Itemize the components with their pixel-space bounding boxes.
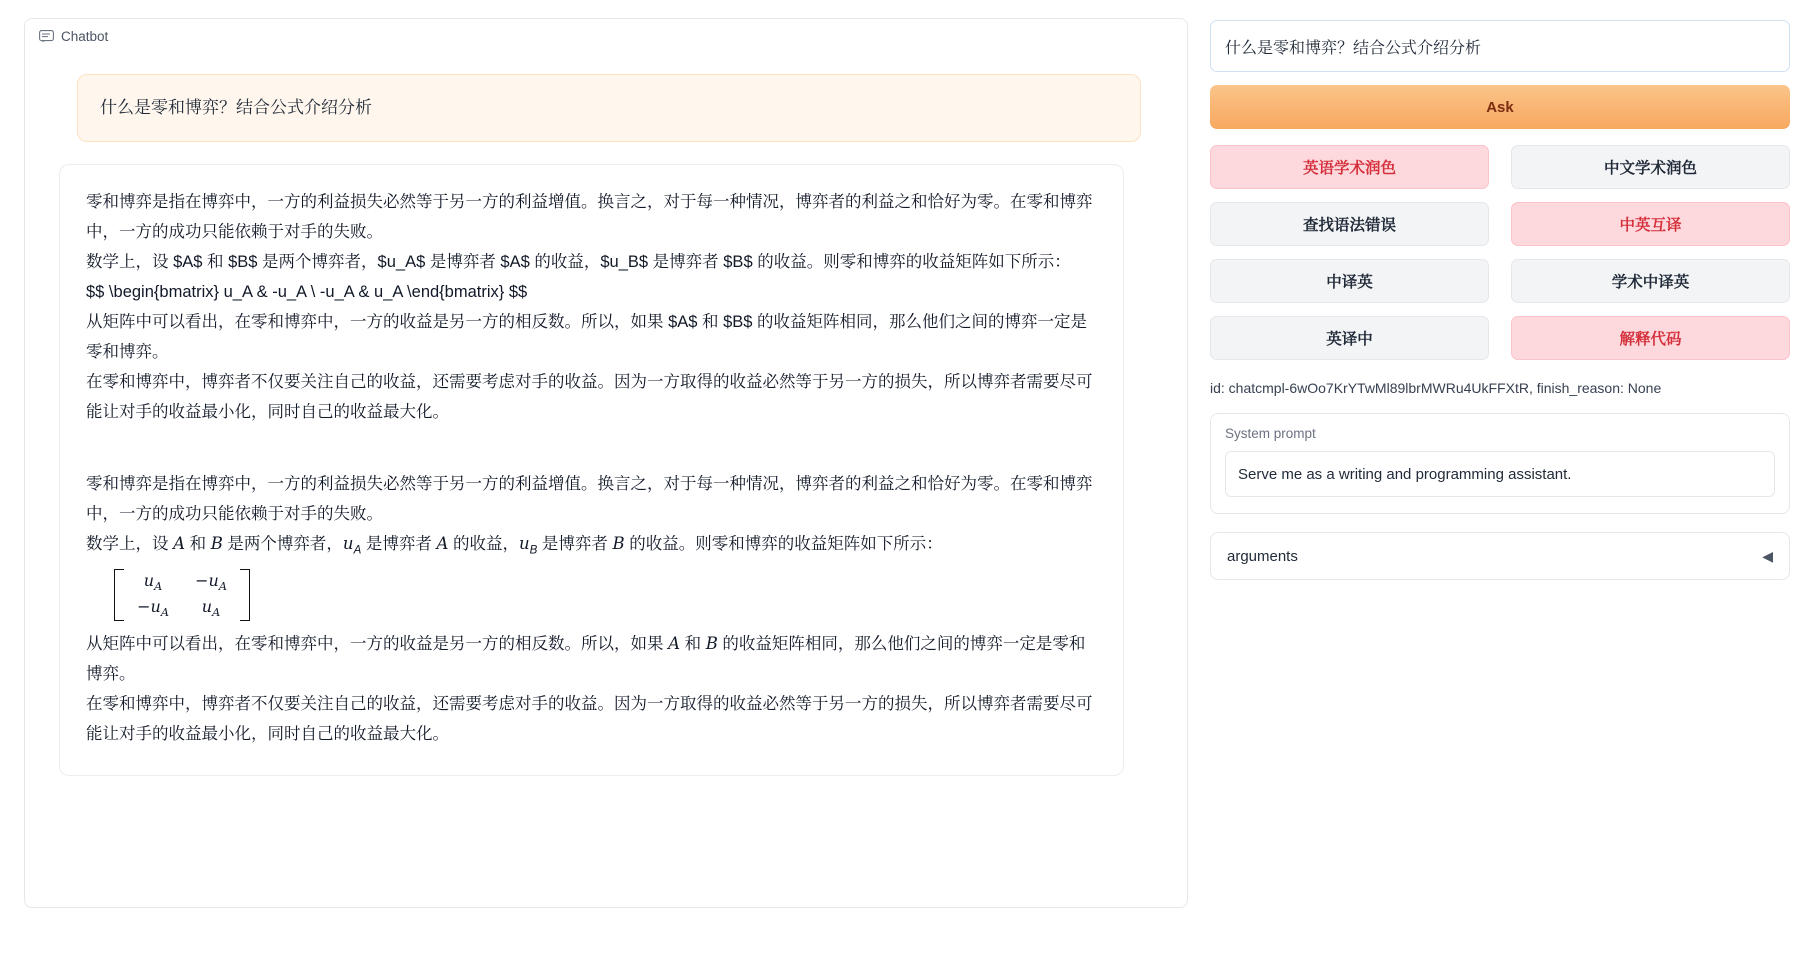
quick-action-en-to-cn[interactable]: 英译中 bbox=[1210, 316, 1489, 360]
system-prompt-input[interactable] bbox=[1225, 451, 1775, 497]
matrix-cell-r2c1: $-u_A$ bbox=[137, 597, 169, 620]
rendered-payoff-matrix bbox=[114, 567, 1097, 623]
matrix-body bbox=[114, 569, 250, 621]
chevron-left-icon[interactable]: ◀ bbox=[1762, 547, 1773, 564]
chat-bubble-icon bbox=[39, 30, 54, 43]
matrix-left-bracket bbox=[114, 569, 124, 621]
rendered-text-g: 的收益。则零和博弈的收益矩阵如下所示： bbox=[624, 534, 943, 553]
rendered-text-j: 的收益矩阵相同，那么他们之间的博弈一定是零和博弈。 bbox=[86, 634, 1086, 683]
chat-message-list bbox=[25, 48, 1187, 800]
chatbot-label-text: Chatbot bbox=[61, 29, 109, 44]
quick-action-cn-en-translate[interactable]: 中英互译 bbox=[1511, 202, 1790, 246]
ask-button[interactable]: Ask bbox=[1210, 85, 1790, 129]
rendered-text-f: 是博弈者 bbox=[537, 534, 613, 553]
bot-message-bubble bbox=[59, 164, 1124, 777]
user-message-text: 什么是零和博弈？结合公式介绍分析 bbox=[100, 98, 372, 117]
control-panel bbox=[1210, 18, 1790, 580]
rendered-text-d: 是博弈者 bbox=[361, 534, 437, 553]
bot-message-divider-space bbox=[86, 427, 1097, 469]
system-prompt-card bbox=[1210, 413, 1790, 514]
math-var-B-2: B bbox=[612, 533, 625, 553]
matrix-cell-r1c2: $-u_A$ bbox=[195, 571, 227, 594]
system-prompt-label: System prompt bbox=[1224, 426, 1316, 441]
rendered-text-c: 是两个博弈者， bbox=[222, 534, 343, 553]
math-var-A-2: A bbox=[436, 533, 449, 553]
user-message-bubble bbox=[77, 74, 1141, 142]
prompt-input-wrap bbox=[1210, 20, 1790, 72]
bot-raw-latex-matrix: $$ \begin{bmatrix} u_A & -u_A \ -u_A & u_A \end{bmatrix} $$ bbox=[86, 282, 528, 301]
bot-raw-paragraph-4: 在零和博弈中，博弈者不仅要关注自己的收益，还需要考虑对手的收益。因为一方取得的收益必然等于另一方的损失，所以博弈者需要尽可能让对手的收益最小化，同时自己的收益最大化。 bbox=[86, 372, 1093, 421]
bot-rendered-paragraph-4: 在零和博弈中，博弈者不仅要关注自己的收益，还需要考虑对手的收益。因为一方取得的收益必然等于另一方的损失，所以博弈者需要尽可能让对手的收益最小化，同时自己的收益最大化。 bbox=[86, 694, 1093, 743]
chatbot-panel bbox=[24, 18, 1188, 908]
bot-raw-paragraph-3: 从矩阵中可以看出，在零和博弈中，一方的收益是另一方的相反数。所以，如果 $A$ 和 $B$ 的收益矩阵相同，那么他们之间的博弈一定是零和博弈。 bbox=[86, 312, 1088, 361]
rendered-text-i: 和 bbox=[680, 634, 706, 653]
quick-action-chinese-polish[interactable]: 中文学术润色 bbox=[1511, 145, 1790, 189]
math-var-A-1: A bbox=[173, 533, 186, 553]
chatbot-panel-label bbox=[25, 19, 108, 44]
rendered-text-h: 从矩阵中可以看出，在零和博弈中，一方的收益是另一方的相反数。所以，如果 bbox=[86, 634, 669, 653]
rendered-text-e: 的收益， bbox=[448, 534, 519, 553]
rendered-text-a: 数学上，设 bbox=[86, 534, 174, 553]
matrix-cell-r2c2: $u_A$ bbox=[201, 597, 221, 620]
bot-raw-paragraph-1: 零和博弈是指在博弈中，一方的利益损失必然等于另一方的利益增值。换言之，对于每一种情况，博弈者的利益之和恰好为零。在零和博弈中，一方的成功只能依赖于对手的失败。 bbox=[86, 192, 1093, 241]
math-uB: u bbox=[518, 533, 530, 553]
quick-action-academic-cn-to-en[interactable]: 学术中译英 bbox=[1511, 259, 1790, 303]
math-var-A-3: A bbox=[668, 633, 681, 653]
quick-action-english-polish[interactable]: 英语学术润色 bbox=[1210, 145, 1489, 189]
bot-rendered-paragraph-3 bbox=[86, 629, 1097, 689]
matrix-cells bbox=[124, 569, 240, 621]
bot-rendered-paragraph-1: 零和博弈是指在博弈中，一方的利益损失必然等于另一方的利益增值。换言之，对于每一种情况，博弈者的利益之和恰好为零。在零和博弈中，一方的成功只能依赖于对手的失败。 bbox=[86, 474, 1093, 523]
math-var-B-1: B bbox=[210, 533, 223, 553]
prompt-input[interactable] bbox=[1210, 20, 1790, 72]
rendered-text-b: 和 bbox=[185, 534, 211, 553]
bot-rendered-paragraph-2 bbox=[86, 529, 1097, 561]
quick-action-grammar-check[interactable]: 查找语法错误 bbox=[1210, 202, 1489, 246]
matrix-cell-r1c1: $u_A$ bbox=[143, 571, 163, 594]
matrix-right-bracket bbox=[240, 569, 250, 621]
arguments-accordion[interactable] bbox=[1210, 532, 1790, 580]
math-uB-sub: B bbox=[529, 543, 538, 556]
quick-action-cn-to-en[interactable]: 中译英 bbox=[1210, 259, 1489, 303]
quick-action-explain-code[interactable]: 解释代码 bbox=[1511, 316, 1790, 360]
bot-raw-paragraph-2: 数学上，设 $A$ 和 $B$ 是两个博弈者，$u_A$ 是博弈者 $A$ 的收益，$u_B$ 是博弈者 $B$ 的收益。则零和博弈的收益矩阵如下所示： bbox=[86, 252, 1071, 271]
math-uA-sub: A bbox=[353, 543, 362, 556]
quick-action-grid bbox=[1210, 145, 1790, 360]
response-meta-text: id: chatcmpl-6wOo7KrYTwMl89lbrMWRu4UkFFXtR, finish_reason: None bbox=[1209, 380, 1662, 396]
arguments-accordion-label: arguments bbox=[1226, 547, 1298, 565]
math-var-B-3: B bbox=[705, 633, 718, 653]
math-uA: u bbox=[342, 533, 354, 553]
